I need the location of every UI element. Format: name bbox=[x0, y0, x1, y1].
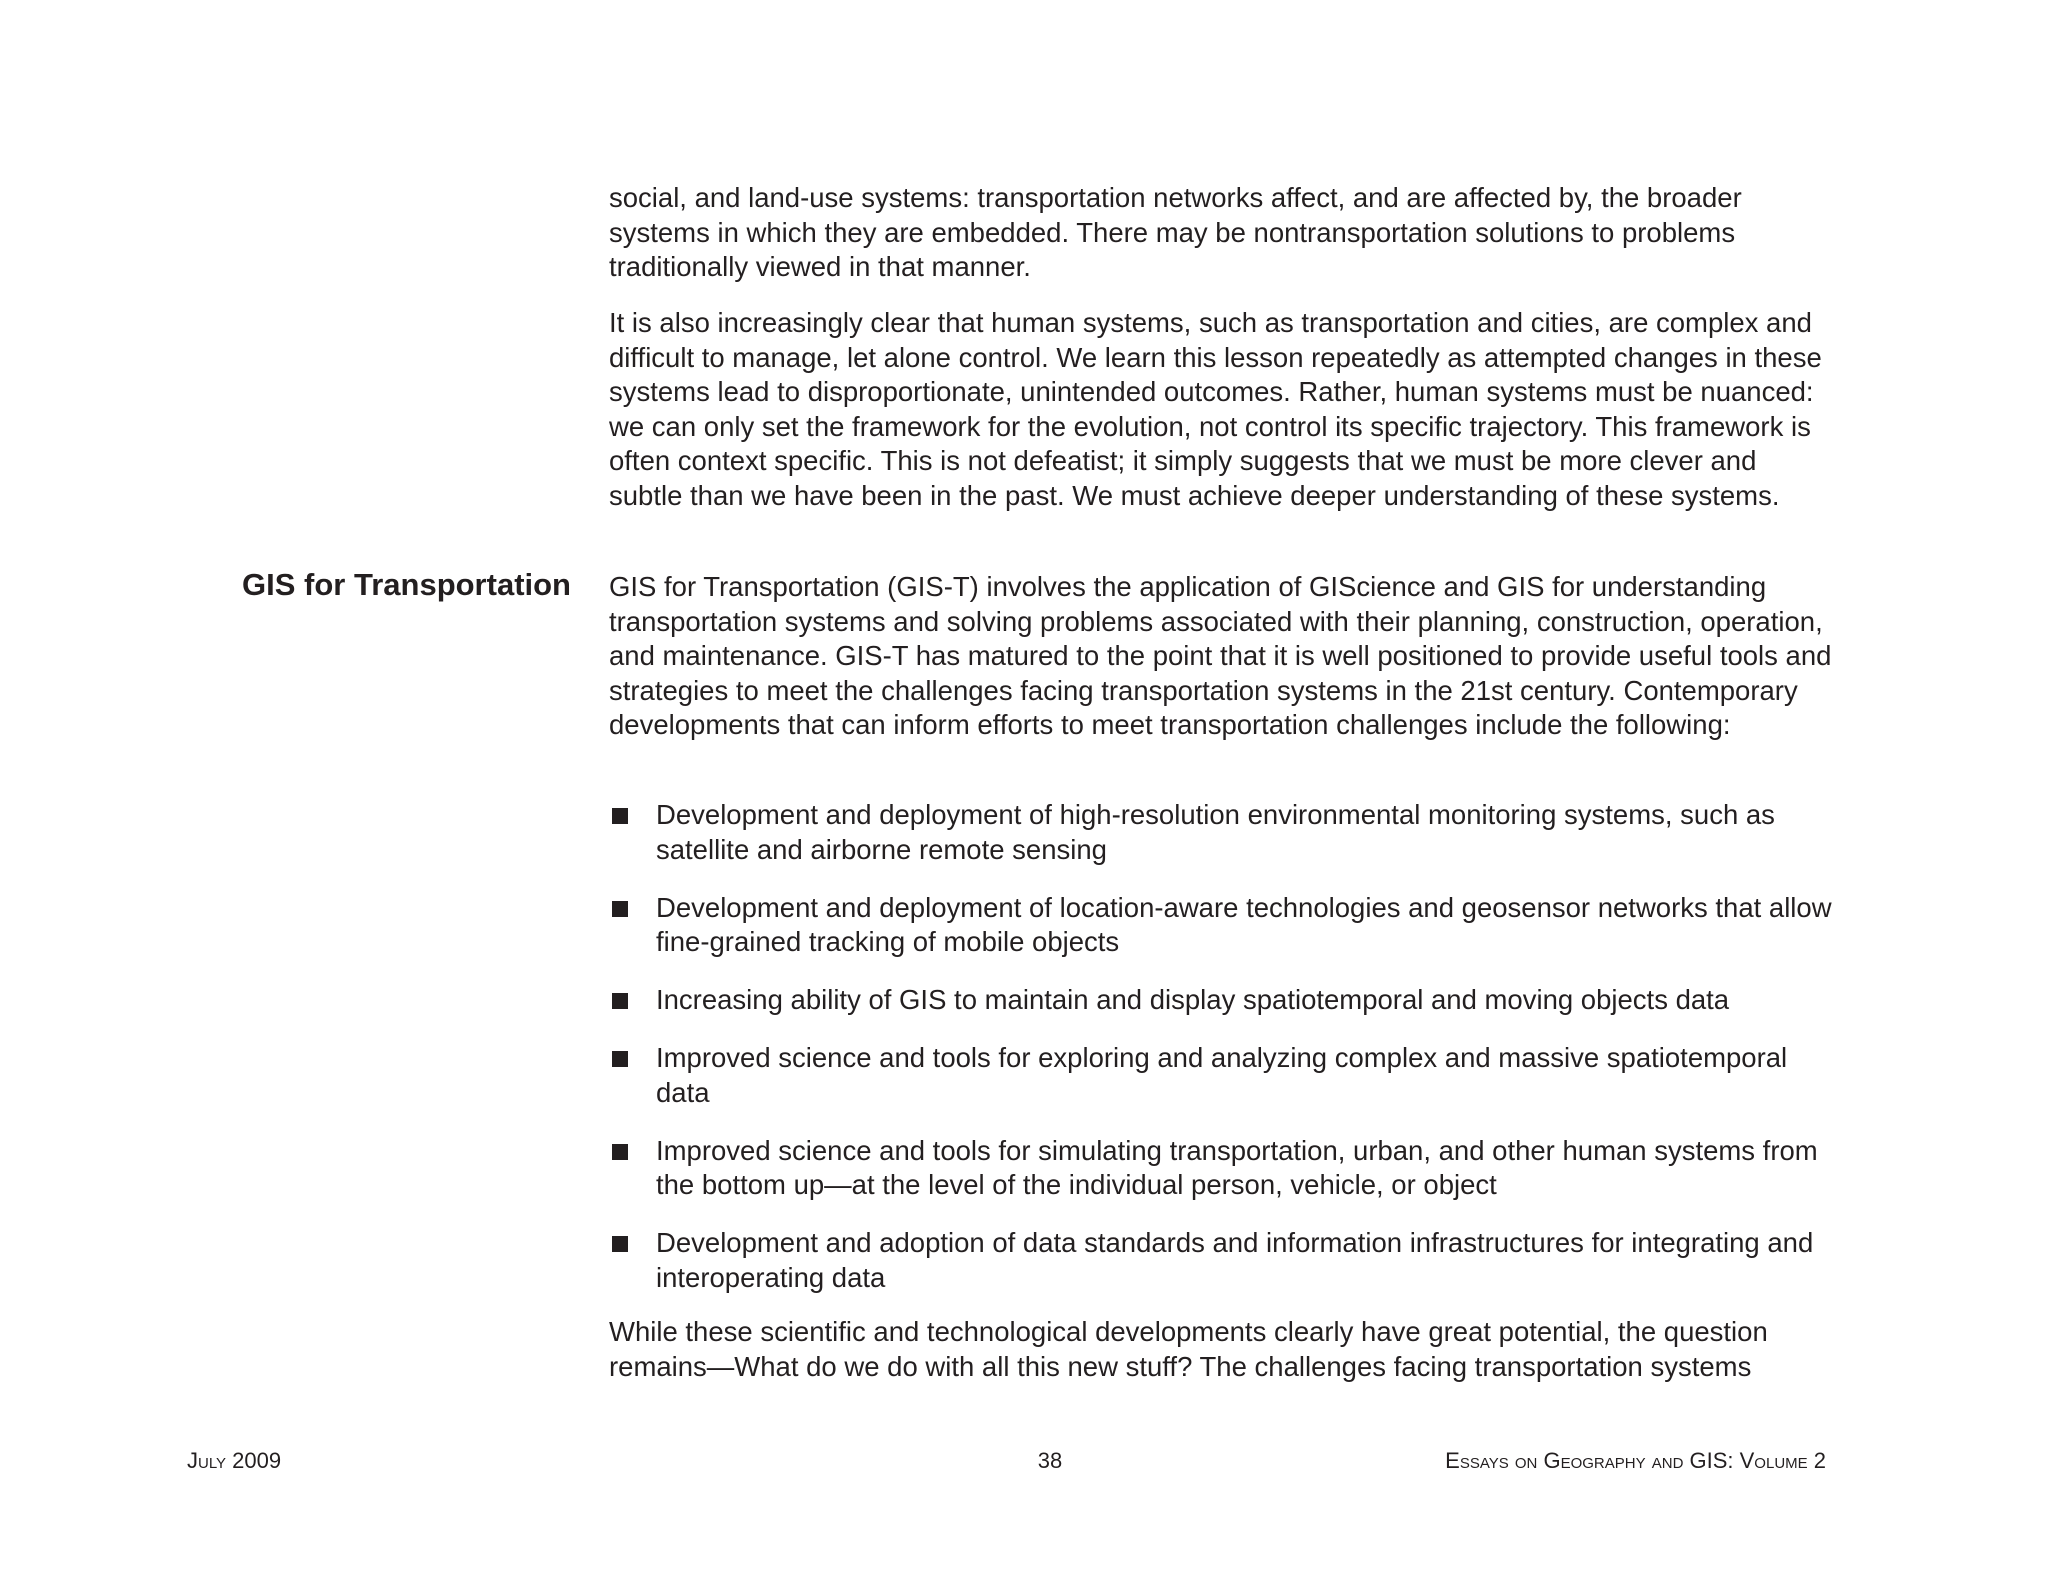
list-item bbox=[609, 798, 1834, 867]
list-item bbox=[609, 1041, 1834, 1110]
list-item bbox=[609, 983, 1834, 1018]
list-item bbox=[609, 1134, 1834, 1203]
paragraph-challenges: While these scientific and technological developments clearly have great potential, the question remains—What do we do with all this new stuff? The challenges facing transportation systems bbox=[609, 1316, 1768, 1382]
list-item-text: Development and deployment of location-aware technologies and geosensor networks that allow fine-grained tracking of mobile objects bbox=[656, 891, 1832, 957]
section-heading-gis-transportation: GIS for Transportation bbox=[242, 567, 571, 602]
footer-publication-title: Essays on Geography and GIS: Volume 2 bbox=[1445, 1448, 1826, 1473]
square-bullet-icon bbox=[612, 993, 628, 1009]
square-bullet-icon bbox=[612, 1236, 628, 1252]
paragraph-gis-t-definition: GIS for Transportation (GIS-T) involves the application of GIScience and GIS for understanding transportation systems and solving problems associated with their planning, construction, operation, and maintenance. GIS-T has matured to the point that it is well positioned to provide useful tools and strategies to meet the challenges facing transportation systems in the 21st century. Contemporary developments that can inform efforts to meet transportation challenges include the following: bbox=[609, 571, 1832, 740]
list-item bbox=[609, 1226, 1834, 1295]
list-item-text: Improved science and tools for simulating transportation, urban, and other human systems from the bottom up—at the level of the individual person, vehicle, or object bbox=[656, 1134, 1818, 1200]
square-bullet-icon bbox=[612, 901, 628, 917]
list-item-text: Improved science and tools for exploring and analyzing complex and massive spatiotemporal data bbox=[656, 1042, 1788, 1108]
square-bullet-icon bbox=[612, 1144, 628, 1160]
list-item-text: Development and adoption of data standards and information infrastructures for integrating and interoperating data bbox=[656, 1227, 1814, 1293]
square-bullet-icon bbox=[612, 808, 628, 824]
list-item-text: Development and deployment of high-resolution environmental monitoring systems, such as satellite and airborne remote sensing bbox=[656, 799, 1775, 865]
footer-date: July 2009 bbox=[187, 1448, 282, 1473]
list-item-text: Increasing ability of GIS to maintain and display spatiotemporal and moving objects data bbox=[656, 984, 1730, 1015]
paragraph-human-systems: It is also increasingly clear that human systems, such as transportation and cities, are complex and difficult to manage, let alone control. We learn this lesson repeatedly as attempted changes in these systems lead to disproportionate, unintended outcomes. Rather, human systems must be nuanced: we can only set the framework for the evolution, not control its specific trajectory. This framework is often context specific. This is not defeatist; it simply suggests that we must be more clever and subtle than we have been in the past. We must achieve deeper understanding of these systems. bbox=[609, 307, 1822, 511]
footer-page-number: 38 bbox=[1037, 1448, 1063, 1473]
list-item bbox=[609, 891, 1834, 960]
square-bullet-icon bbox=[612, 1051, 628, 1067]
paragraph-systems-intro: social, and land-use systems: transportation networks affect, and are affected by, the broader systems in which they are embedded. There may be nontransportation solutions to problems traditionally viewed in that manner. bbox=[609, 182, 1742, 282]
developments-bullet-list bbox=[609, 798, 1834, 1319]
